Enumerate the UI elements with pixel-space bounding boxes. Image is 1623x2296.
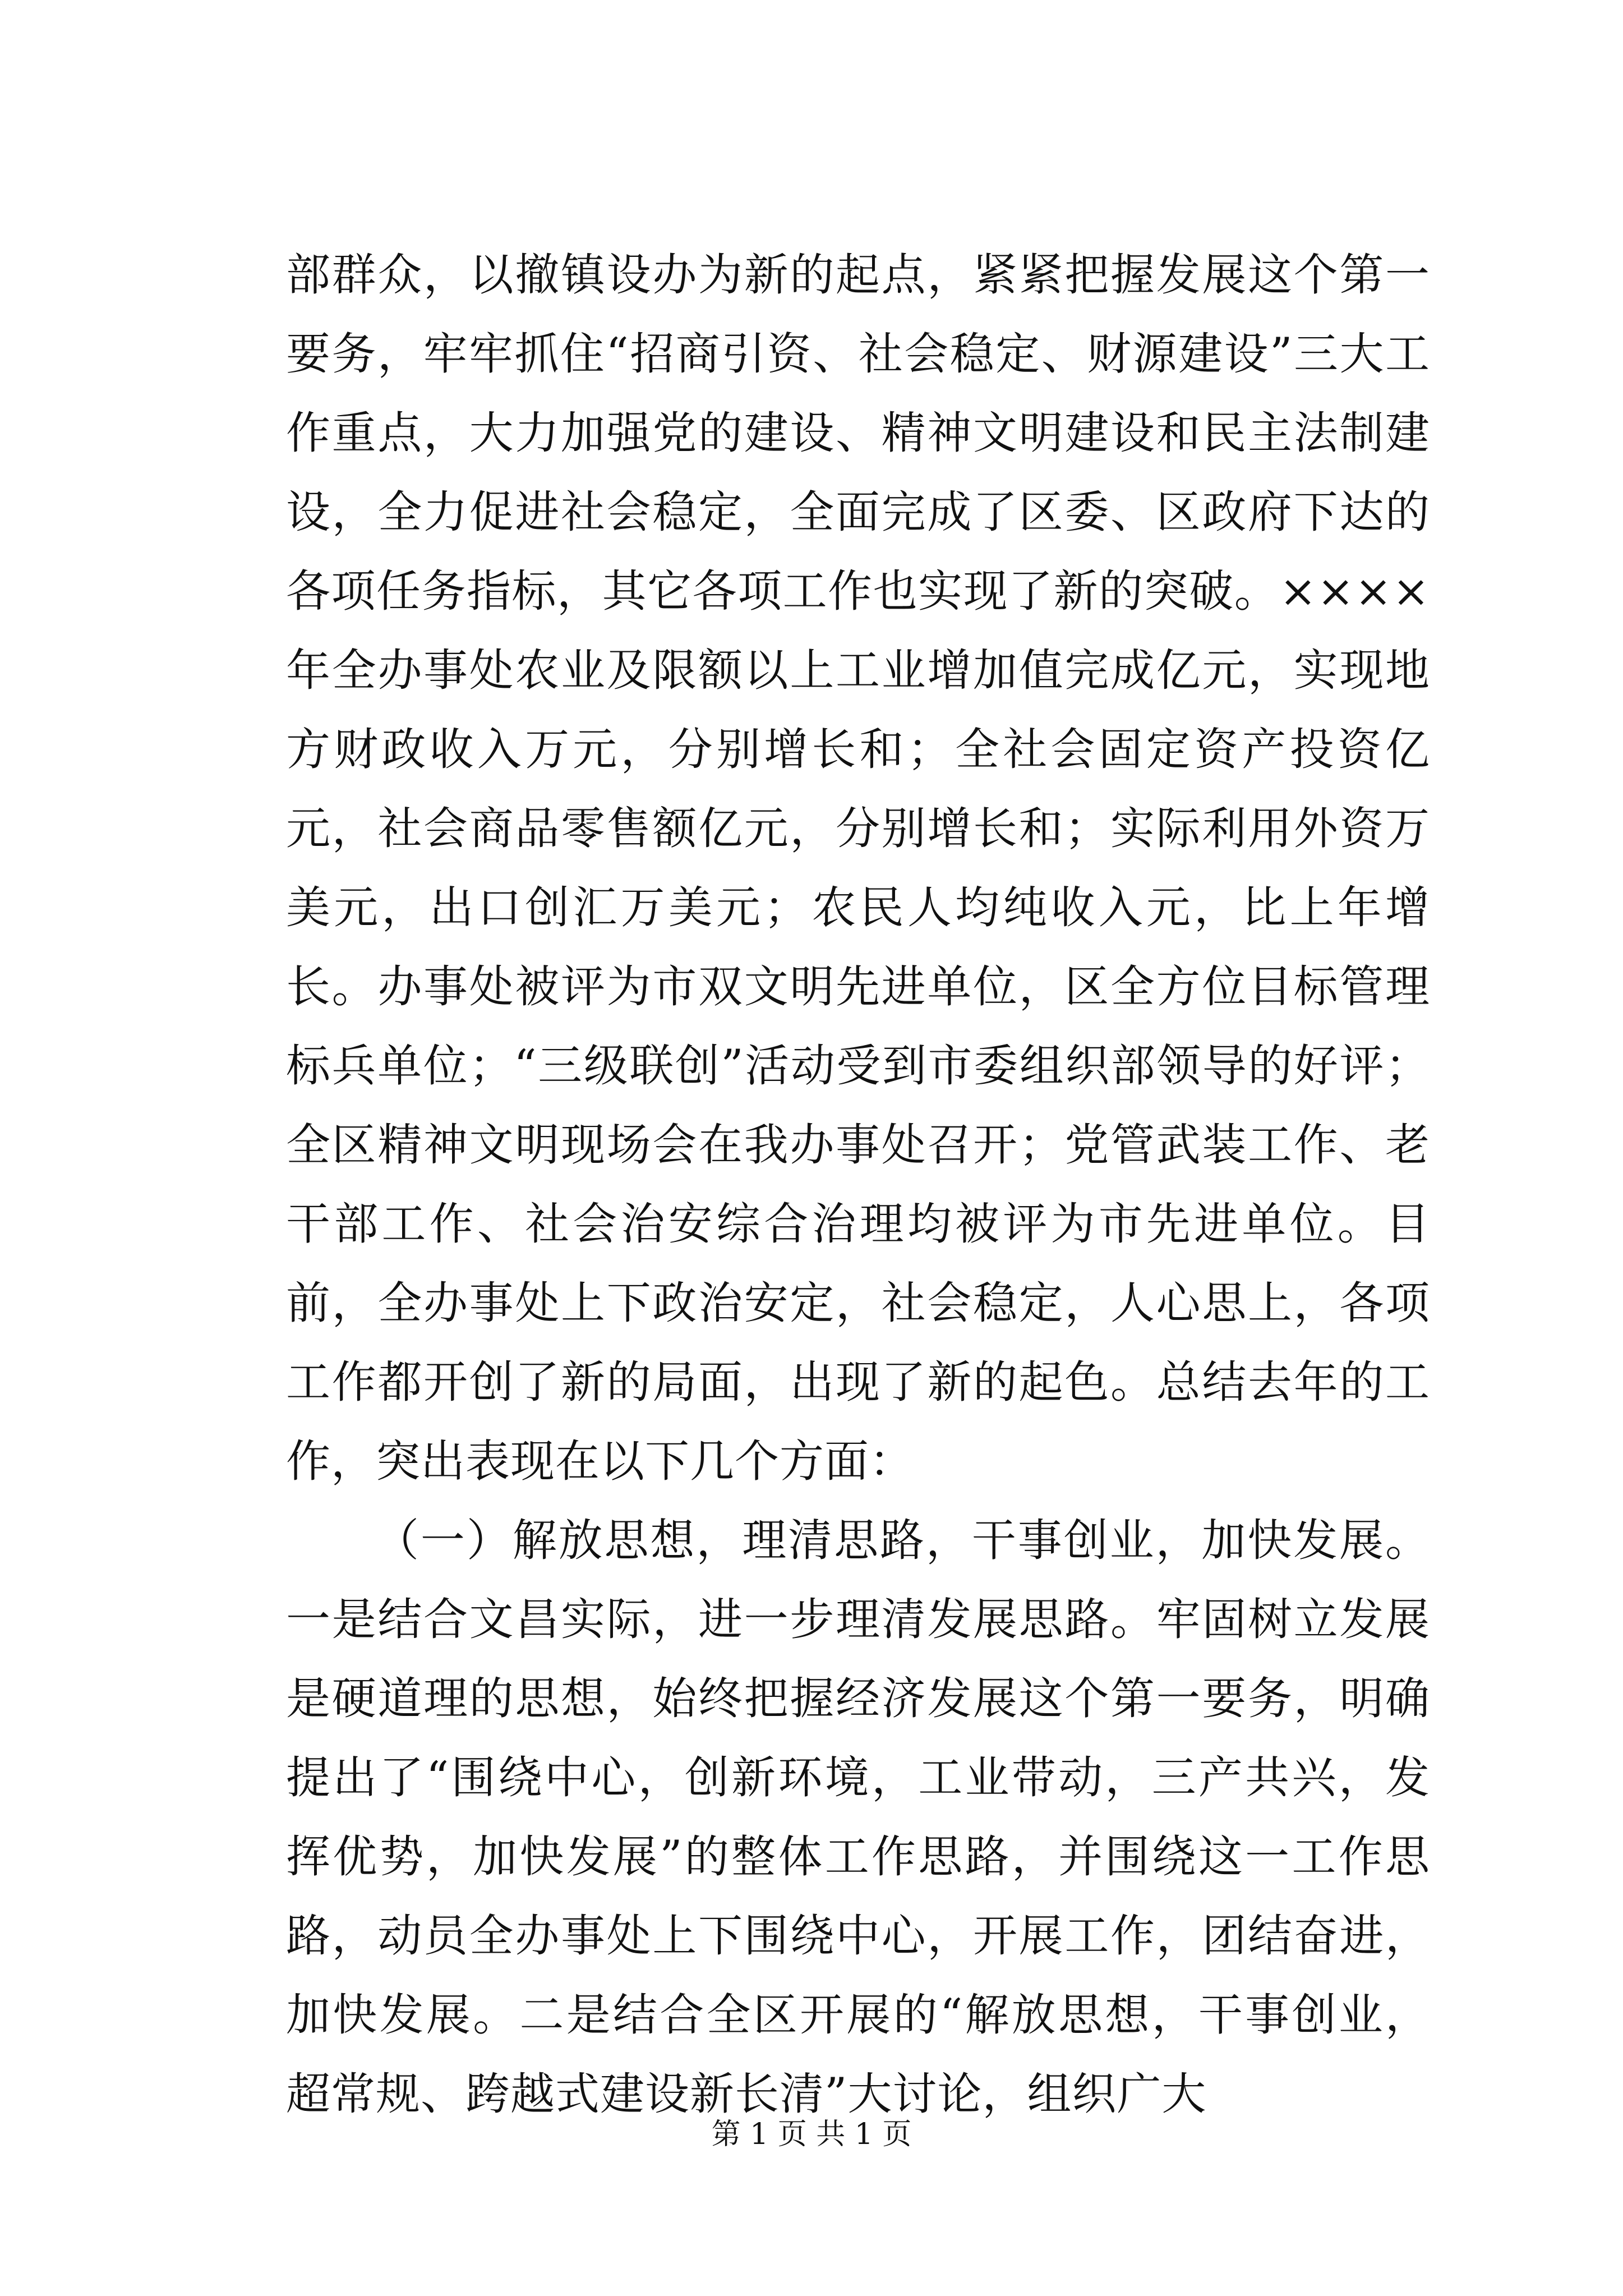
paragraph-continuation: 部群众，以撤镇设办为新的起点，紧紧把握发展这个第一要务，牢牢抓住“招商引资、社会稳定、财源建设”三大工作重点，大力加强党的建设、精神文明建设和民主法制建设，全力促进社会稳定，全面完成了区委、区政府下达的各项任务指标，其它各项工作也实现了新的突破。××××年全办事处农业及限额以上工业增加值完成亿元，实现地方财政收入万元，分别增长和；全社会固定资产投资亿元，社会商品零售额亿元，分别增长和；实际利用外资万美元，出口创汇万美元；农民人均纯收入元，比上年增长。办事处被评为市双文明先进单位，区全方位目标管理标兵单位；“三级联创”活动受到市委组织部领导的好评；全区精神文明现场会在我办事处召开；党管武装工作、老干部工作、社会治安综合治理均被评为市先进单位。目前，全办事处上下政治安定，社会稳定，人心思上，各项工作都开创了新的局面，出现了新的起色。总结去年的工作，突出表现在以下几个方面： bbox=[286, 249, 1430, 1487]
page-footer: 第 1 页 共 1 页 bbox=[711, 2118, 912, 2151]
document-body bbox=[286, 236, 1430, 2134]
paragraph-section-one: （一）解放思想，理清思路，干事创业，加快发展。一是结合文昌实际，进一步理清发展思路。牢固树立发展是硬道理的思想，始终把握经济发展这个第一要务，明确提出了“围绕中心，创新环境，工业带动，三产共兴，发挥优势，加快发展”的整体工作思路，并围绕这一工作思路，动员全办事处上下围绕中心，开展工作，团结奋进，加快发展。二是结合全区开展的“解放思想，干事创业，超常规、跨越式建设新长清”大讨论，组织广大 bbox=[286, 1515, 1430, 2120]
